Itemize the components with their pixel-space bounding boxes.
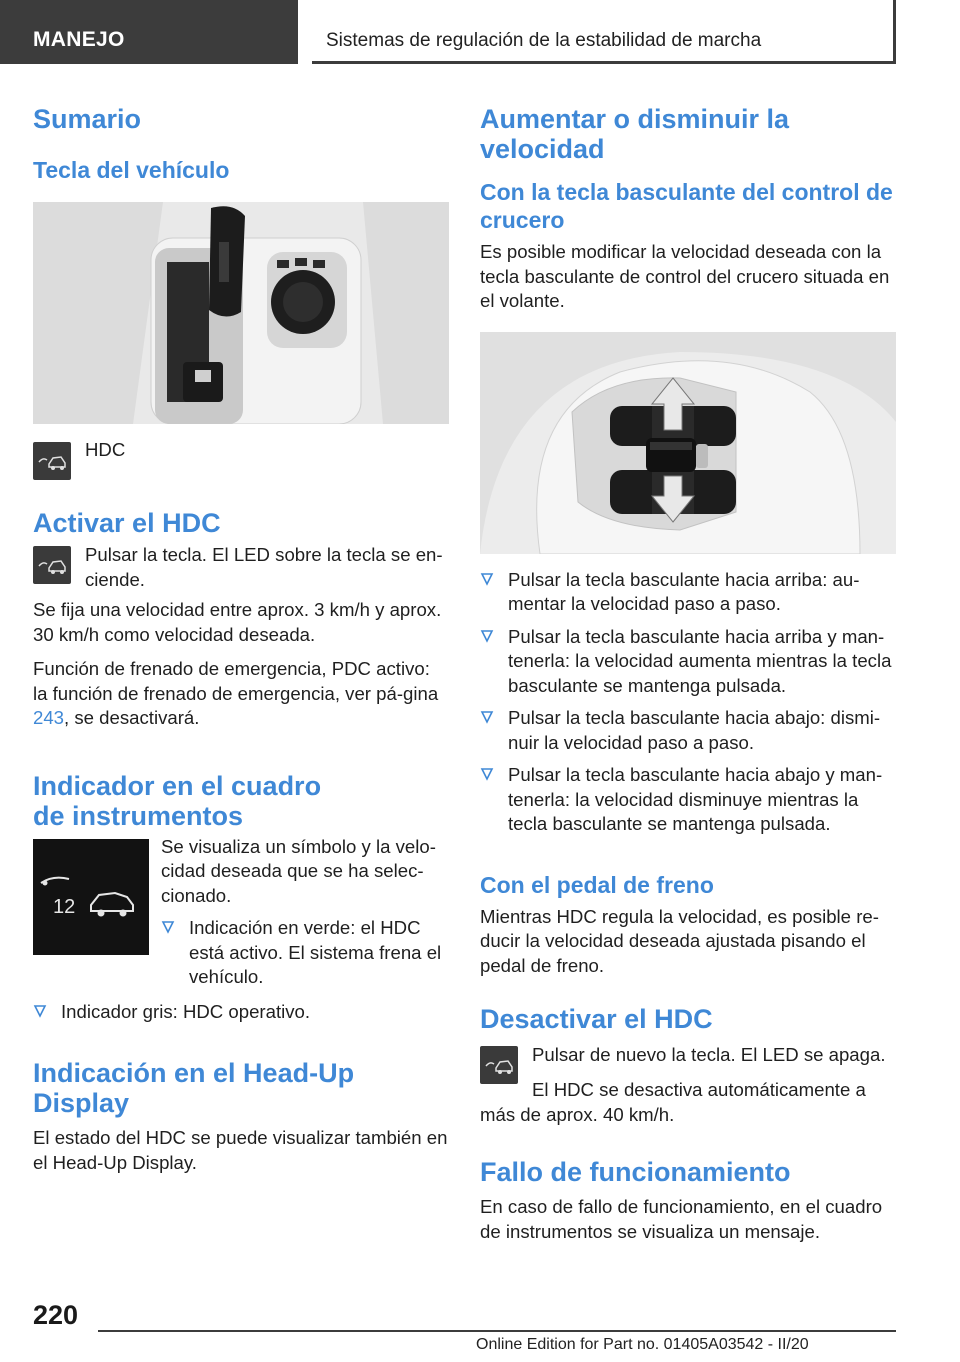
- activar-icon-text: Pulsar la tecla. El LED sobre la tecla se en-ciende.: [85, 544, 443, 590]
- fallo-text: En caso de fallo de funcionamiento, en el cuadro de instrumentos se visualiza un mensaje.: [480, 1196, 883, 1242]
- indicador-bullet: Indicador gris: HDC operativo.: [33, 1000, 449, 1025]
- hdc-descent-icon: [480, 1046, 518, 1084]
- hdc-label: HDC: [85, 439, 126, 460]
- hdc-descent-icon: [33, 546, 71, 584]
- indicador-text: Se visualiza un símbolo y la velo-cidad deseada que se ha selec-cionado.: [161, 835, 436, 906]
- heading-hud: Indicación en el Head-Up Display: [33, 1058, 355, 1118]
- section-tab: [0, 0, 298, 64]
- rocker-bullets: [480, 568, 896, 837]
- triangle-bullet-icon: [480, 710, 494, 724]
- footer-rule: [98, 1330, 896, 1332]
- desactivar-icon-text: Pulsar de nuevo la tecla. El LED se apaga.: [532, 1044, 886, 1065]
- edition-note: Online Edition for Part no. 01405A03542 - II/20: [476, 1336, 809, 1353]
- heading-indicador: Indicador en el cuadro de instrumentos: [33, 770, 322, 831]
- pedal-text: Mientras HDC regula la velocidad, es posible re-ducir la velocidad deseada ajustada pisando el pedal de freno.: [480, 905, 879, 976]
- heading-sumario: Sumario: [33, 104, 142, 134]
- right-column: [480, 98, 896, 1244]
- left-column: [33, 98, 449, 1175]
- rocker-bullet: Pulsar la tecla basculante hacia arriba y man-tenerla: la velocidad aumenta mientras la tecla basculante se mantenga pulsada.: [480, 625, 896, 699]
- page-number: 220: [33, 1300, 79, 1330]
- triangle-bullet-icon: [480, 629, 494, 643]
- rocker-bullet: Pulsar la tecla basculante hacia abajo y man-tenerla: la velocidad disminuye mientras la tecla basculante se mantenga pulsada.: [480, 763, 896, 837]
- center-console-photo: [33, 202, 449, 424]
- triangle-bullet-icon: [480, 572, 494, 586]
- hdc-key-row: [33, 439, 449, 480]
- steering-wheel-photo: [480, 332, 896, 554]
- heading-activar: Activar el HDC: [33, 508, 221, 538]
- chapter-header: [312, 0, 896, 64]
- heading-pedal: Con el pedal de freno: [480, 871, 714, 898]
- heading-tecla: Tecla del vehículo: [33, 157, 230, 183]
- instrument-cluster-image: [33, 839, 149, 955]
- activar-text-2: Función de frenado de emergencia, PDC activo: la función de frenado de emergencia, ver pá-gina 243, se desactivará.: [33, 658, 439, 728]
- triangle-bullet-icon: [480, 767, 494, 781]
- heading-desactivar: Desactivar el HDC: [480, 1004, 713, 1034]
- indicador-row: [33, 835, 449, 990]
- page-link[interactable]: 243: [33, 707, 65, 728]
- rocker-bullet: Pulsar la tecla basculante hacia arriba: au-mentar la velocidad paso a paso.: [480, 568, 896, 617]
- tecla-text: Es posible modificar la velocidad deseada con la tecla basculante de control del crucero situada en el volante.: [480, 241, 890, 311]
- hdc-descent-icon: [33, 442, 71, 480]
- indicador-bullet: Indicación en verde: el HDC está activo. El sistema frena el vehículo.: [161, 916, 449, 990]
- triangle-bullet-icon: [33, 1004, 47, 1018]
- hud-text: El estado del HDC se puede visualizar también en el Head-Up Display.: [33, 1127, 448, 1173]
- section-title: MANEJO: [33, 28, 125, 51]
- activar-text-1: Se fija una velocidad entre aprox. 3 km/h y aprox. 30 km/h como velocidad deseada.: [33, 599, 442, 645]
- triangle-bullet-icon: [161, 920, 175, 934]
- heading-aumentar: Aumentar o disminuir la velocidad: [480, 104, 790, 164]
- desactivar-text: El HDC se desactiva automáticamente a más de aprox. 40 km/h.: [480, 1079, 866, 1125]
- heading-fallo: Fallo de funcionamiento: [480, 1157, 791, 1187]
- cluster-speed: 12: [53, 895, 76, 918]
- chapter-title: Sistemas de regulación de la estabilidad de marcha: [326, 30, 762, 51]
- heading-tecla-basculante: Con la tecla basculante del control de crucero: [480, 179, 893, 233]
- rocker-bullet: Pulsar la tecla basculante hacia abajo: dismi-nuir la velocidad paso a paso.: [480, 706, 896, 755]
- activar-row: [33, 546, 449, 592]
